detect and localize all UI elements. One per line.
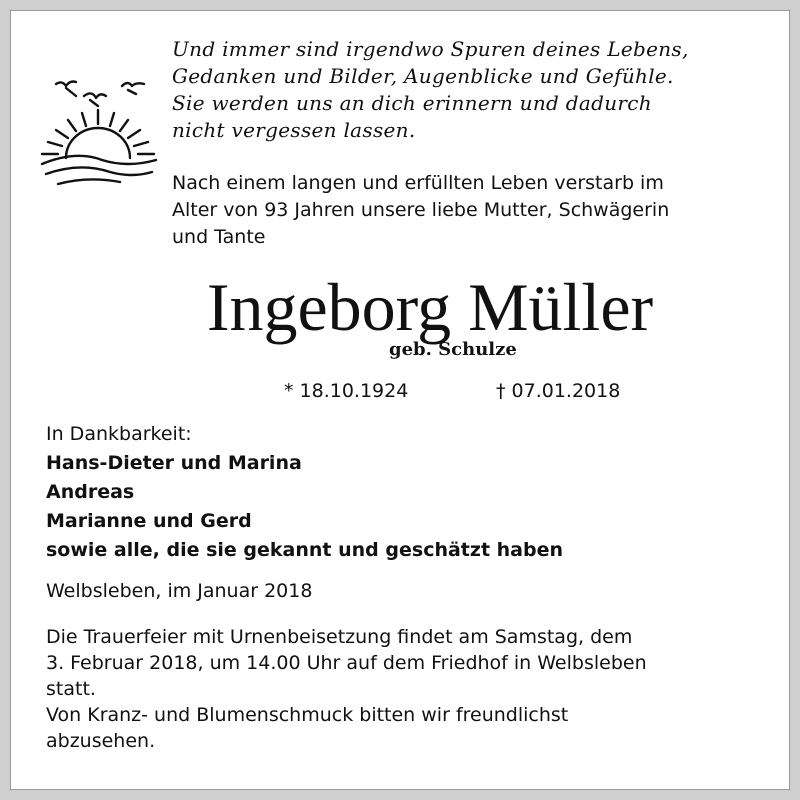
notice-line: abzusehen. [46, 730, 156, 752]
poem-line: Gedanken und Bilder, Augenblicke und Gefühle. [172, 64, 674, 88]
mourners-heading: In Dankbarkeit: [46, 423, 192, 445]
death-date: † 07.01.2018 [496, 380, 621, 402]
mourner-name: Hans-Dieter und Marina [46, 452, 302, 474]
announcement-line: und Tante [172, 226, 266, 248]
death-announcement [172, 170, 772, 251]
poem-line: Sie werden uns an dich erinnern und dadurch [172, 91, 652, 115]
mourners-block [46, 420, 766, 565]
poem-line: Und immer sind irgendwo Spuren deines Lebens, [172, 37, 689, 61]
funeral-notice [46, 624, 766, 754]
birth-name: geb. Schulze [389, 339, 517, 360]
announcement-line: Nach einem langen und erfüllten Leben verstarb im [172, 172, 664, 194]
sunset-with-birds-icon [36, 72, 160, 188]
announcement-line: Alter von 93 Jahren unsere liebe Mutter, Schwägerin [172, 199, 670, 221]
mourner-name: Andreas [46, 481, 135, 503]
mourner-name: sowie alle, die sie gekannt und geschätzt haben [46, 539, 563, 561]
notice-line: 3. Februar 2018, um 14.00 Uhr auf dem Friedhof in Welbsleben [46, 652, 647, 674]
birth-date: * 18.10.1924 [284, 380, 409, 402]
mourner-name: Marianne und Gerd [46, 510, 252, 532]
notice-line: Von Kranz- und Blumenschmuck bitten wir freundlichst [46, 704, 569, 726]
place-and-date: Welbsleben, im Januar 2018 [46, 580, 313, 602]
memorial-poem [172, 36, 772, 144]
notice-line: Die Trauerfeier mit Urnenbeisetzung findet am Samstag, dem [46, 626, 633, 648]
poem-line: nicht vergessen lassen. [172, 118, 416, 142]
deceased-name: Ingeborg Müller [206, 269, 654, 345]
notice-line: statt. [46, 678, 96, 700]
